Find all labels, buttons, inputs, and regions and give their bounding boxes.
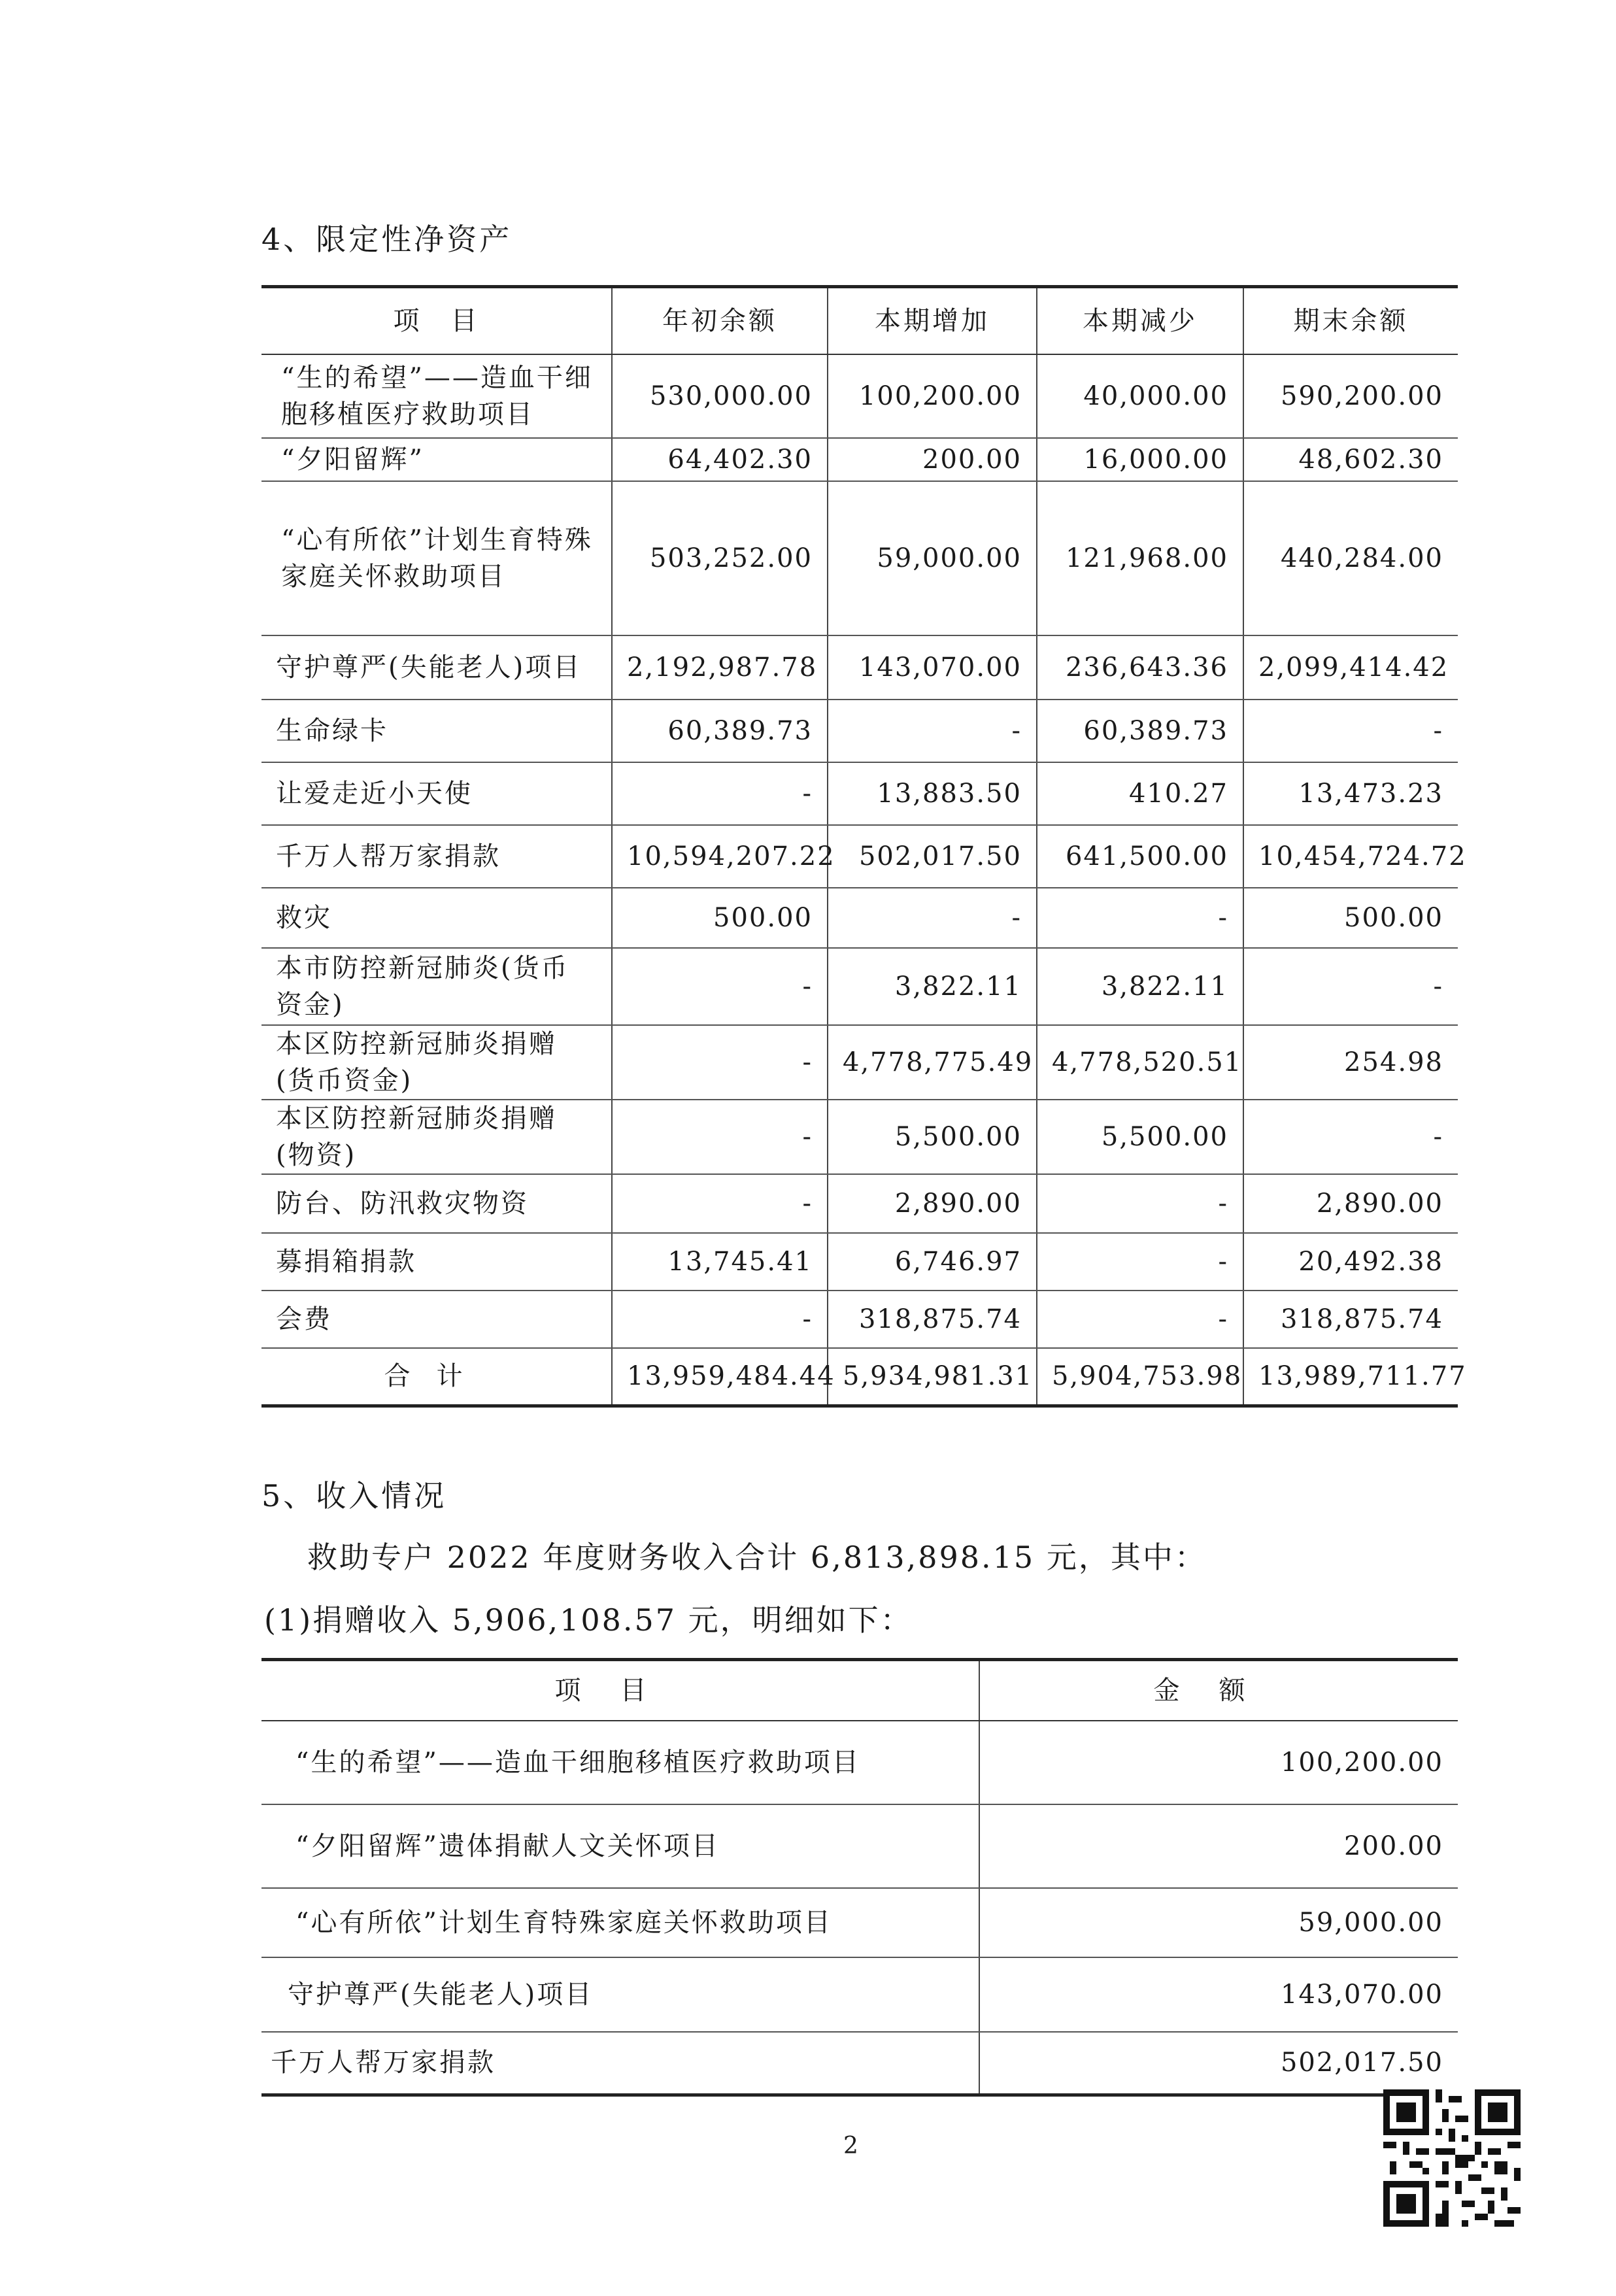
- row-amount: 502,017.50: [1280, 2048, 1443, 2078]
- total-closing: 13,989,711.77: [1243, 1348, 1458, 1406]
- row-decrease: -: [1037, 1291, 1243, 1348]
- table1-header-decrease: 本期减少: [1037, 287, 1243, 355]
- row-opening: 503,252.00: [612, 481, 828, 635]
- table-row: [261, 1291, 1458, 1348]
- row-amount: 200.00: [979, 1804, 1458, 1888]
- row-opening: 13,745.41: [612, 1233, 828, 1291]
- row-decrease: 4,778,520.51: [1037, 1025, 1243, 1100]
- row-decrease: 40,000.00: [1037, 354, 1243, 438]
- row-closing: 500.00: [1243, 888, 1458, 948]
- table-row: [261, 1888, 1458, 1957]
- row-closing: -: [1243, 700, 1458, 762]
- row-item-name: 防台、防汛救灾物资: [261, 1174, 612, 1233]
- row-closing: 20,492.38: [1243, 1233, 1458, 1291]
- row-increase: 318,875.74: [828, 1291, 1037, 1348]
- table-row: [261, 825, 1458, 888]
- row-item-name: 千万人帮万家捐款: [261, 825, 612, 888]
- table-row: [261, 635, 1458, 700]
- page-number: 2: [843, 2133, 858, 2159]
- table-row: [261, 438, 1458, 481]
- table-row: [261, 2032, 1458, 2095]
- table-row: [261, 762, 1458, 825]
- row-amount: 143,070.00: [979, 1957, 1458, 2032]
- table2-header-row: [261, 1660, 1458, 1721]
- row-opening: -: [612, 1025, 828, 1100]
- row-decrease: 60,389.73: [1037, 700, 1243, 762]
- row-item-name: 守护尊严(失能老人)项目: [261, 635, 612, 700]
- row-decrease: 3,822.11: [1037, 948, 1243, 1025]
- row-item-name: 本市防控新冠肺炎(货币资金): [261, 948, 612, 1025]
- row-increase: 143,070.00: [828, 635, 1037, 700]
- row-opening: 64,402.30: [612, 438, 828, 481]
- row-opening: 500.00: [612, 888, 828, 948]
- row-item-name: 本区防控新冠肺炎捐赠(物资): [261, 1100, 612, 1174]
- row-decrease: 5,500.00: [1037, 1100, 1243, 1174]
- table1-header-closing: 期末余额: [1243, 287, 1458, 355]
- row-opening: -: [612, 1291, 828, 1348]
- table-row: [261, 1957, 1458, 2032]
- table1-header-opening: 年初余额: [612, 287, 828, 355]
- table-row: [261, 888, 1458, 948]
- table-row: [261, 1721, 1458, 1804]
- row-closing: 2,099,414.42: [1243, 635, 1458, 700]
- row-increase: -: [828, 700, 1037, 762]
- table-row: [261, 481, 1458, 635]
- row-closing: -: [1243, 948, 1458, 1025]
- row-increase: 13,883.50: [828, 762, 1037, 825]
- row-decrease: 641,500.00: [1037, 825, 1243, 888]
- table2-header-amount: 金额: [979, 1660, 1458, 1721]
- row-opening: 10,594,207.22: [612, 825, 828, 888]
- row-item-name: “心有所依”计划生育特殊家庭关怀救助项目: [261, 481, 612, 635]
- row-increase: 100,200.00: [828, 354, 1037, 438]
- row-increase: 200.00: [828, 438, 1037, 481]
- row-item-name: 本区防控新冠肺炎捐赠(货币资金): [261, 1025, 612, 1100]
- row-item-name: 让爱走近小天使: [261, 762, 612, 825]
- row-item-name: “生的希望”——造血干细胞移植医疗救助项目: [261, 354, 612, 438]
- table1-header-item: 项 目: [261, 287, 612, 355]
- section5-title: 5、收入情况: [261, 1478, 447, 1513]
- table-row: [261, 948, 1458, 1025]
- row-item-name: 救灾: [261, 888, 612, 948]
- total-increase: 5,934,981.31: [828, 1348, 1037, 1406]
- row-opening: -: [612, 762, 828, 825]
- row-increase: 6,746.97: [828, 1233, 1037, 1291]
- section4-title: 4、限定性净资产: [261, 222, 513, 257]
- row-decrease: 236,643.36: [1037, 635, 1243, 700]
- table-row: [261, 1100, 1458, 1174]
- row-item-name: “夕阳留辉”遗体捐献人文关怀项目: [261, 1804, 979, 1888]
- row-closing: 48,602.30: [1243, 438, 1458, 481]
- row-decrease: -: [1037, 1174, 1243, 1233]
- row-closing: 254.98: [1243, 1025, 1458, 1100]
- row-increase: -: [828, 888, 1037, 948]
- total-label: 合计: [384, 1361, 489, 1392]
- row-item-name: “心有所依”计划生育特殊家庭关怀救助项目: [261, 1888, 979, 1957]
- row-increase: 502,017.50: [828, 825, 1037, 888]
- donation-income-table: [261, 1658, 1458, 2097]
- row-item-name: 会费: [261, 1291, 612, 1348]
- row-decrease: 410.27: [1037, 762, 1243, 825]
- qr-code-icon: [1383, 2089, 1521, 2227]
- restricted-net-assets-table: [261, 285, 1467, 1408]
- total-decrease: 5,904,753.98: [1037, 1348, 1243, 1406]
- table2-header-item: 项目: [261, 1660, 979, 1721]
- row-closing: 10,454,724.72: [1243, 825, 1458, 888]
- row-item-name: 守护尊严(失能老人)项目: [261, 1957, 979, 2032]
- row-increase: 4,778,775.49: [828, 1025, 1037, 1100]
- income-summary-paragraph: 救助专户 2022 年度财务收入合计 6,813,898.15 元，其中：: [307, 1540, 1207, 1575]
- total-opening: 13,959,484.44: [612, 1348, 828, 1406]
- row-item-name: 生命绿卡: [261, 700, 612, 762]
- row-closing: 2,890.00: [1243, 1174, 1458, 1233]
- row-opening: 530,000.00: [612, 354, 828, 438]
- row-closing: 440,284.00: [1243, 481, 1458, 635]
- row-increase: 5,500.00: [828, 1100, 1037, 1174]
- row-item-name: 千万人帮万家捐款: [261, 2032, 979, 2095]
- row-opening: -: [612, 948, 828, 1025]
- row-amount: 59,000.00: [979, 1888, 1458, 1957]
- table-row: [261, 700, 1458, 762]
- table-row: [261, 354, 1458, 438]
- row-opening: 2,192,987.78: [612, 635, 828, 700]
- row-opening: -: [612, 1100, 828, 1174]
- table1-total-row: [261, 1348, 1458, 1406]
- table1-header-increase: 本期增加: [828, 287, 1037, 355]
- row-opening: 60,389.73: [612, 700, 828, 762]
- table-row: [261, 1025, 1458, 1100]
- row-decrease: -: [1037, 1233, 1243, 1291]
- table-row: [261, 1233, 1458, 1291]
- row-closing: 13,473.23: [1243, 762, 1458, 825]
- row-increase: 2,890.00: [828, 1174, 1037, 1233]
- table-row: [261, 1804, 1458, 1888]
- row-decrease: 121,968.00: [1037, 481, 1243, 635]
- table1-header-row: [261, 287, 1458, 355]
- row-decrease: 16,000.00: [1037, 438, 1243, 481]
- row-item-name: 募捐箱捐款: [261, 1233, 612, 1291]
- row-decrease: -: [1037, 888, 1243, 948]
- row-closing: 590,200.00: [1243, 354, 1458, 438]
- row-increase: 59,000.00: [828, 481, 1037, 635]
- table-row: [261, 1174, 1458, 1233]
- row-closing: -: [1243, 1100, 1458, 1174]
- row-item-name: “生的希望”——造血干细胞移植医疗救助项目: [261, 1721, 979, 1804]
- row-increase: 3,822.11: [828, 948, 1037, 1025]
- row-item-name: “夕阳留辉”: [261, 438, 612, 481]
- row-closing: 318,875.74: [1243, 1291, 1458, 1348]
- donation-income-paragraph: (1)捐赠收入 5,906,108.57 元，明细如下：: [264, 1602, 913, 1638]
- row-amount: 100,200.00: [979, 1721, 1458, 1804]
- row-opening: -: [612, 1174, 828, 1233]
